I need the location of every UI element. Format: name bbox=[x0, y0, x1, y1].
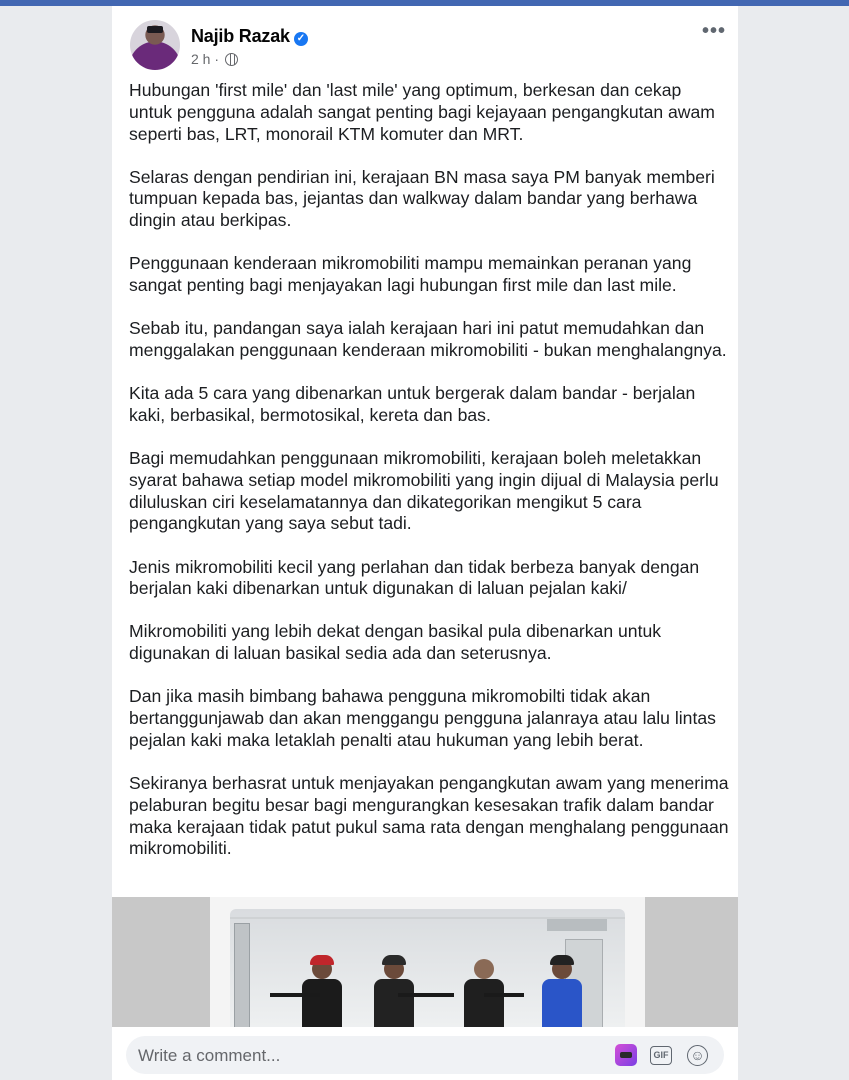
post-time[interactable]: 2 h · bbox=[191, 51, 220, 67]
post-paragraph: Hubungan 'first mile' dan 'last mile' yang optimum, berkesan dan cekap untuk pengguna adalah sangat penting bagi kejayaan pengangkutan awam seperti bas, LRT, monorail KTM komuter dan MRT. bbox=[129, 80, 715, 144]
post-paragraph: Selaras dengan pendirian ini, kerajaan BN masa saya PM banyak memberi tumpuan kepada bas, jejantas dan walkway dalam bandar yang berhawa dingin atau berkipas. bbox=[129, 166, 715, 231]
post-text bbox=[129, 80, 729, 881]
emoji-icon[interactable]: ☺ bbox=[687, 1045, 708, 1066]
post-paragraph: Mikromobiliti yang lebih dekat dengan basikal pula dibenarkan untuk digunakan di laluan basikal sedia ada dan seterusnya. bbox=[129, 621, 662, 664]
gif-icon[interactable]: GIF bbox=[650, 1046, 672, 1065]
verified-icon: ✓ bbox=[294, 32, 308, 46]
post-paragraph: Penggunaan kenderaan mikromobiliti mampu memainkan peranan yang sangat penting bagi menjayakan lagi hubungan first mile dan last mile. bbox=[129, 253, 692, 296]
post-paragraph: Bagi memudahkan penggunaan mikromobiliti, kerajaan boleh meletakkan syarat bahawa setiap model mikromobiliti yang ingin dijual di Malaysia perlu diluluskan ciri keselamatannya dan dikategorikan mengikut 5 cara pengangkutan yang saya sebut tadi. bbox=[129, 448, 719, 534]
photo-scene bbox=[230, 909, 625, 1027]
more-icon[interactable]: ••• bbox=[701, 20, 726, 42]
comment-input[interactable] bbox=[126, 1036, 724, 1074]
author-avatar[interactable] bbox=[130, 20, 180, 70]
post-meta bbox=[191, 51, 238, 67]
author-name[interactable]: Najib Razak bbox=[191, 26, 290, 46]
post-photo[interactable] bbox=[210, 897, 645, 1027]
post-paragraph: Dan jika masih bimbang bahawa pengguna mikromobilti tidak akan bertanggunjawab dan akan menggangu pengguna jalanraya atau lalu lintas pejalan kaki maka letaklah penalti atau hukuman yang lebih berat. bbox=[129, 686, 716, 750]
post-media bbox=[112, 897, 738, 1027]
post-paragraph: Jenis mikromobiliti kecil yang perlahan dan tidak berbeza banyak dengan berjalan kaki dibenarkan untuk digunakan di laluan pejalan kaki/ bbox=[129, 556, 700, 599]
comment-bar bbox=[112, 1027, 738, 1080]
globe-icon bbox=[225, 53, 238, 66]
author-name-row bbox=[191, 26, 308, 47]
post-paragraph: Kita ada 5 cara yang dibenarkan untuk bergerak dalam bandar - berjalan kaki, berbasikal, bermotosikal, kereta dan bas. bbox=[129, 383, 696, 425]
post-card bbox=[112, 6, 738, 1080]
comment-placeholder: Write a comment... bbox=[138, 1046, 281, 1065]
post-paragraph: Sekiranya berhasrat untuk menjayakan pengangkutan awam yang menerima pelaburan begitu besar bagi mengurangkan kesesakan trafik dalam bandar maka kerajaan tidak patut pukul sama rata dengan menghalang penggunaan mikromobiliti. bbox=[129, 773, 729, 859]
sticker-icon[interactable] bbox=[615, 1044, 637, 1066]
post-paragraph: Sebab itu, pandangan saya ialah kerajaan hari ini patut memudahkan dan menggalakan penggunaan kenderaan mikromobiliti - bukan menghalangnya. bbox=[129, 318, 727, 361]
